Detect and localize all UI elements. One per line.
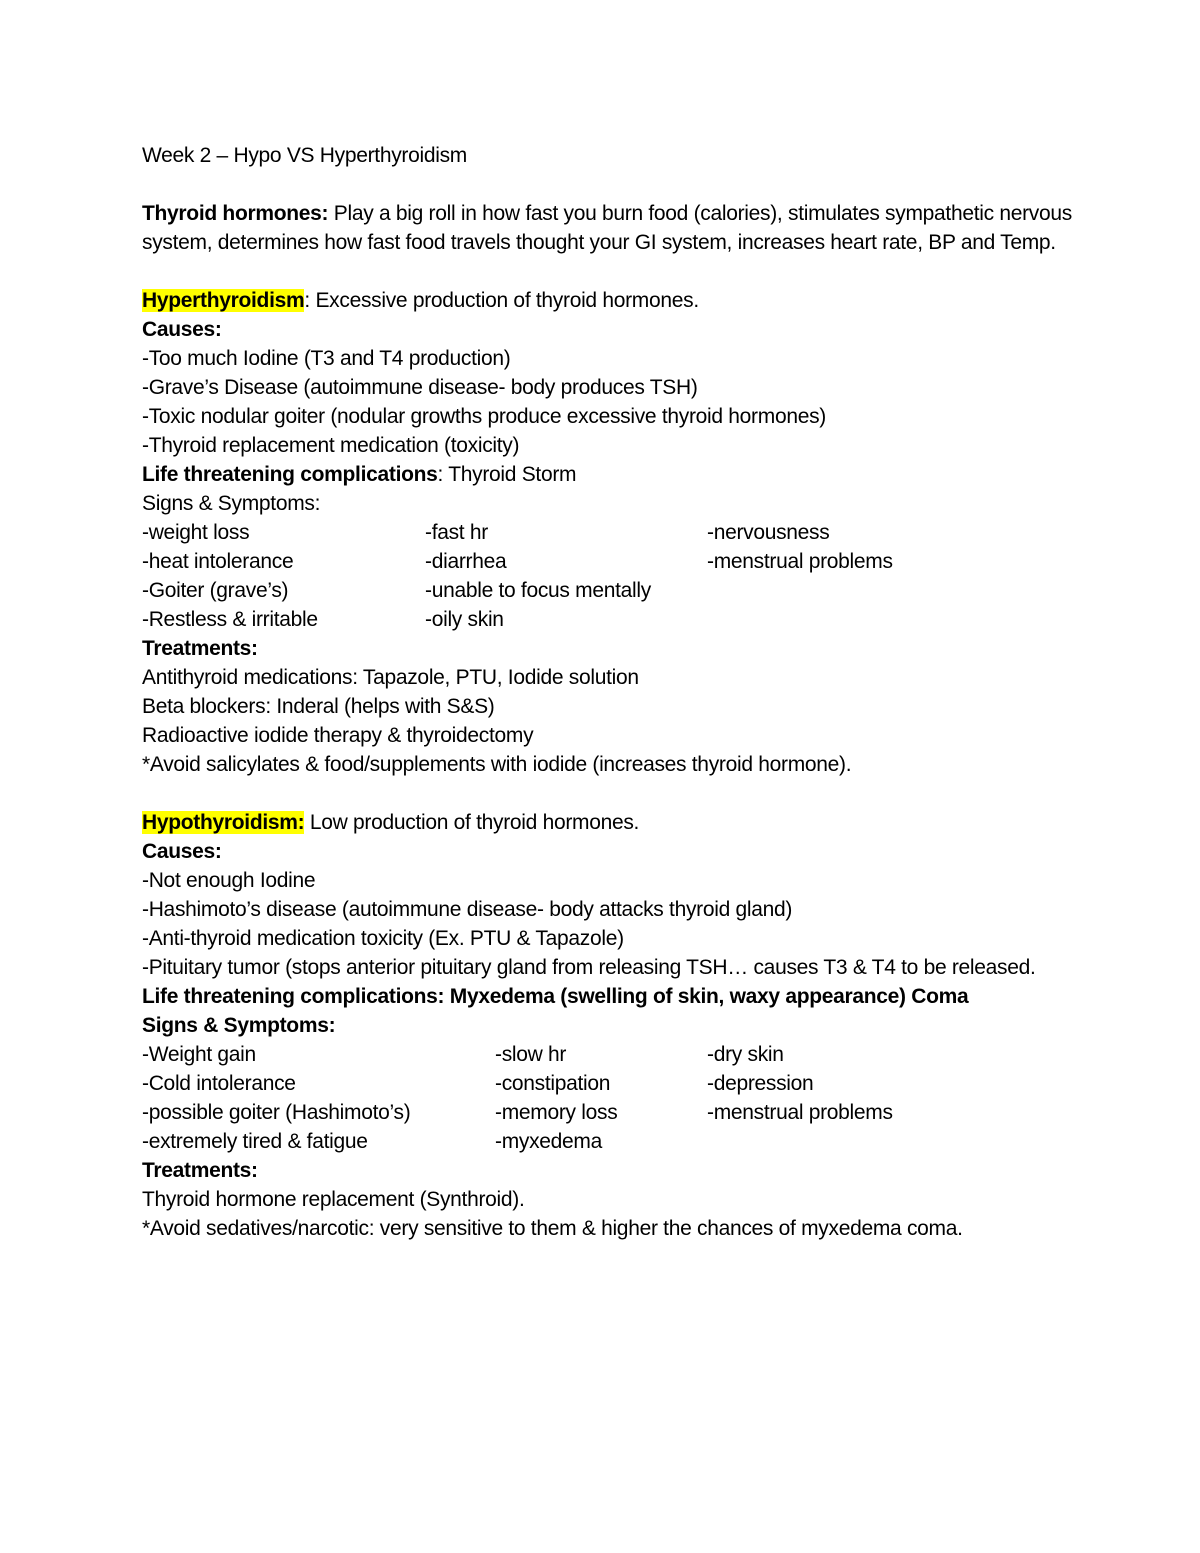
hyper-treatments-heading: Treatments: <box>142 637 258 660</box>
thyroid-hormones-label: Thyroid hormones: <box>142 202 329 225</box>
hypo-symptoms-row <box>142 1040 1082 1069</box>
hypo-causes-heading: Causes: <box>142 840 222 863</box>
hypo-cause-item: -Not enough Iodine <box>142 869 316 892</box>
hyper-causes-heading: Causes: <box>142 318 222 341</box>
hypo-treatment-item: *Avoid sedatives/narcotic: very sensitive to them & higher the chances of myxedema coma. <box>142 1217 963 1240</box>
thyroid-hormones-text: Play a big roll in how fast you burn food (calories), stimulates sympathetic nervous system, determines how fast food travels thought your GI system, increases heart rate, BP and Temp. <box>142 202 1072 254</box>
hypo-definition: Low production of thyroid hormones. <box>309 811 640 834</box>
document-body <box>142 141 1082 1243</box>
hypo-treatment-item: Thyroid hormone replacement (Synthroid). <box>142 1188 525 1211</box>
symptom-cell: -diarrhea <box>425 550 507 573</box>
hypo-cause-item: -Hashimoto’s disease (autoimmune disease- body attacks thyroid gland) <box>142 898 793 921</box>
symptom-cell: -unable to focus mentally <box>425 579 651 602</box>
symptom-cell: -constipation <box>495 1072 611 1095</box>
symptom-cell: -fast hr <box>425 521 488 544</box>
hyper-symptoms-row <box>142 605 1082 634</box>
symptom-cell: -weight loss <box>142 521 250 544</box>
hyper-cause-item: -Too much Iodine (T3 and T4 production) <box>142 347 511 370</box>
symptom-cell: -Weight gain <box>142 1043 256 1066</box>
symptom-cell: -Restless & irritable <box>142 608 318 631</box>
hypo-symptoms-row <box>142 1098 1082 1127</box>
hyper-term: Hyperthyroidism <box>142 289 305 312</box>
symptom-cell: -depression <box>707 1072 814 1095</box>
hyper-treatment-item: Antithyroid medications: Tapazole, PTU, Iodide solution <box>142 666 639 689</box>
symptom-cell: -heat intolerance <box>142 550 294 573</box>
symptom-cell: -oily skin <box>425 608 504 631</box>
hyper-symptoms-row <box>142 547 1082 576</box>
hyper-treatment-item: Beta blockers: Inderal (helps with S&S) <box>142 695 495 718</box>
hypo-complications: Life threatening complications: Myxedema (swelling of skin, waxy appearance) Coma <box>142 985 969 1008</box>
symptom-cell: -myxedema <box>495 1130 602 1153</box>
hypo-cause-item: -Pituitary tumor (stops anterior pituitary gland from releasing TSH… causes T3 & T4 to be released. <box>142 956 1036 979</box>
symptom-cell: -possible goiter (Hashimoto’s) <box>142 1101 411 1124</box>
symptom-cell: -memory loss <box>495 1101 618 1124</box>
hyper-treatment-item: Radioactive iodide therapy & thyroidectomy <box>142 724 534 747</box>
hypo-symptoms-row <box>142 1069 1082 1098</box>
hyper-treatment-item: *Avoid salicylates & food/supplements with iodide (increases thyroid hormone). <box>142 753 852 776</box>
symptom-cell: -dry skin <box>707 1043 784 1066</box>
hyper-symptoms-row <box>142 518 1082 547</box>
hyper-heading: Hyperthyroidism: Excessive production of thyroid hormones. <box>142 289 699 312</box>
hyper-symptoms-row <box>142 576 1082 605</box>
symptom-cell: -nervousness <box>707 521 830 544</box>
symptom-cell: -menstrual problems <box>707 1101 893 1124</box>
hypo-cause-item: -Anti-thyroid medication toxicity (Ex. PTU & Tapazole) <box>142 927 624 950</box>
symptom-cell: -slow hr <box>495 1043 567 1066</box>
hyper-definition: Excessive production of thyroid hormones. <box>315 289 699 312</box>
symptom-cell: -Cold intolerance <box>142 1072 296 1095</box>
symptom-cell: -Goiter (grave’s) <box>142 579 289 602</box>
hypo-treatments-heading: Treatments: <box>142 1159 258 1182</box>
document-title: Week 2 – Hypo VS Hyperthyroidism <box>142 144 467 167</box>
symptom-cell: -extremely tired & fatigue <box>142 1130 368 1153</box>
hypo-term: Hypothyroidism: <box>142 811 305 834</box>
hyper-symptoms-heading: Signs & Symptoms: <box>142 492 321 515</box>
hypo-symptoms-heading: Signs & Symptoms: <box>142 1014 336 1037</box>
hyper-complications: Life threatening complications: Thyroid Storm <box>142 463 577 486</box>
hyper-cause-item: -Toxic nodular goiter (nodular growths produce excessive thyroid hormones) <box>142 405 826 428</box>
hyper-cause-item: -Thyroid replacement medication (toxicity) <box>142 434 520 457</box>
thyroid-hormones-paragraph <box>142 199 1082 257</box>
symptom-cell: -menstrual problems <box>707 550 893 573</box>
hyper-cause-item: -Grave’s Disease (autoimmune disease- body produces TSH) <box>142 376 698 399</box>
hypo-symptoms-row <box>142 1127 1082 1156</box>
hypo-heading <box>142 808 1082 837</box>
